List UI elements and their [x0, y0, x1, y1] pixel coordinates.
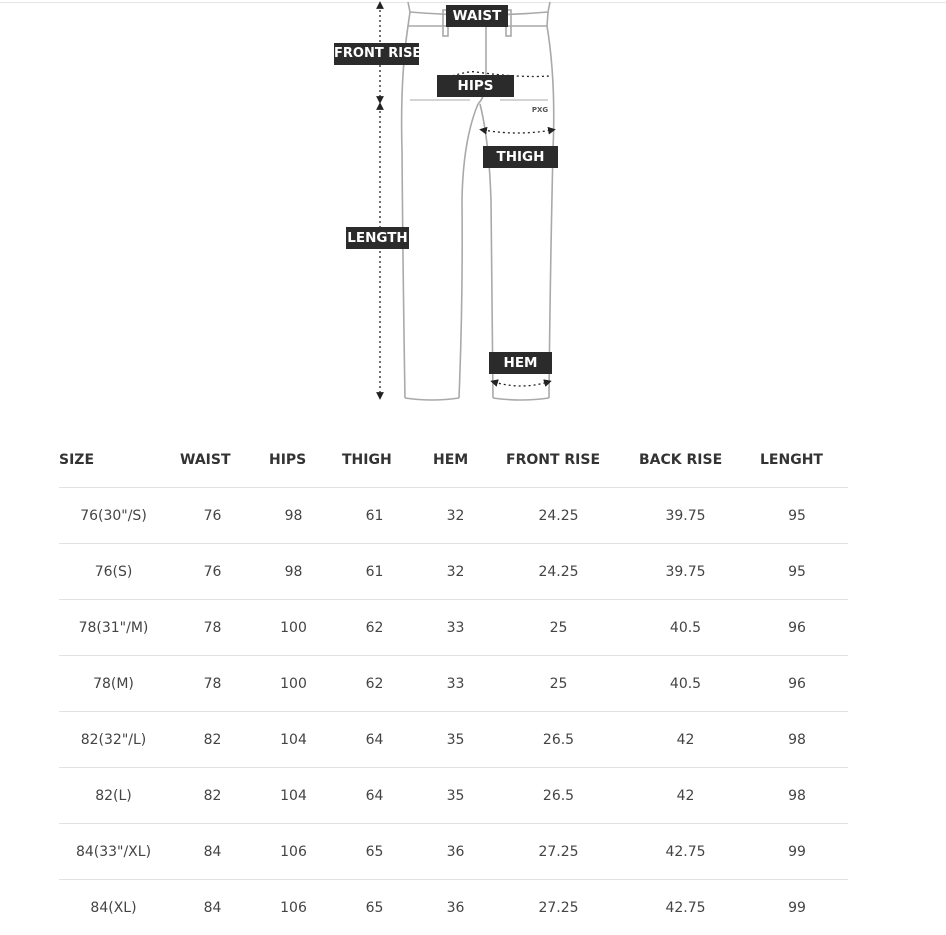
label-waist: WAIST	[446, 5, 508, 27]
table-cell: 82(L)	[59, 768, 168, 824]
table-cell: 35	[419, 768, 492, 824]
brand-logo-icon: PXG	[532, 106, 549, 114]
table-cell: 84	[168, 880, 257, 935]
table-cell: 61	[330, 488, 419, 544]
table-cell: 98	[257, 488, 330, 544]
table-cell: 33	[419, 600, 492, 656]
table-cell: 104	[257, 768, 330, 824]
table-cell: 82	[168, 768, 257, 824]
label-hips: HIPS	[437, 75, 514, 97]
table-cell: 32	[419, 544, 492, 600]
table-cell: 98	[257, 544, 330, 600]
table-cell: 39.75	[625, 488, 746, 544]
header-thigh: THIGH	[330, 432, 419, 488]
table-cell: 65	[330, 824, 419, 880]
table-cell: 78	[168, 656, 257, 712]
pants-measurement-diagram	[0, 0, 946, 420]
table-row	[59, 600, 848, 656]
table-cell: 106	[257, 880, 330, 935]
table-cell: 32	[419, 488, 492, 544]
table-cell: 35	[419, 712, 492, 768]
table-cell: 64	[330, 712, 419, 768]
table-cell: 100	[257, 656, 330, 712]
size-chart-table	[59, 432, 848, 935]
table-cell: 39.75	[625, 544, 746, 600]
table-cell: 76(30"/S)	[59, 488, 168, 544]
header-size: SIZE	[59, 432, 168, 488]
table-cell: 99	[746, 824, 848, 880]
table-cell: 26.5	[492, 768, 625, 824]
table-cell: 84	[168, 824, 257, 880]
table-cell: 104	[257, 712, 330, 768]
table-cell: 40.5	[625, 600, 746, 656]
table-cell: 95	[746, 488, 848, 544]
table-cell: 26.5	[492, 712, 625, 768]
table-cell: 100	[257, 600, 330, 656]
header-waist: WAIST	[168, 432, 257, 488]
table-cell: 61	[330, 544, 419, 600]
table-cell: 24.25	[492, 544, 625, 600]
header-back-rise: BACK RISE	[625, 432, 746, 488]
label-front-rise: FRONT RISE	[334, 43, 419, 65]
label-length: LENGTH	[346, 227, 409, 249]
table-cell: 42	[625, 712, 746, 768]
table-cell: 25	[492, 600, 625, 656]
table-row	[59, 880, 848, 935]
table-cell: 76(S)	[59, 544, 168, 600]
table-row	[59, 824, 848, 880]
table-cell: 78(M)	[59, 656, 168, 712]
table-cell: 42.75	[625, 880, 746, 935]
table-cell: 62	[330, 600, 419, 656]
table-row	[59, 768, 848, 824]
table-cell: 27.25	[492, 880, 625, 935]
table-cell: 25	[492, 656, 625, 712]
table-cell: 42.75	[625, 824, 746, 880]
table-row	[59, 544, 848, 600]
header-hips: HIPS	[257, 432, 330, 488]
table-cell: 96	[746, 600, 848, 656]
table-cell: 36	[419, 824, 492, 880]
table-cell: 36	[419, 880, 492, 935]
header-front-rise: FRONT RISE	[492, 432, 625, 488]
table-cell: 78(31"/M)	[59, 600, 168, 656]
table-cell: 65	[330, 880, 419, 935]
table-cell: 82(32"/L)	[59, 712, 168, 768]
table-cell: 98	[746, 712, 848, 768]
table-row	[59, 488, 848, 544]
table-cell: 84(33"/XL)	[59, 824, 168, 880]
table-cell: 99	[746, 880, 848, 935]
table-cell: 27.25	[492, 824, 625, 880]
label-thigh: THIGH	[483, 146, 558, 168]
table-cell: 76	[168, 488, 257, 544]
label-hem: HEM	[489, 352, 552, 374]
table-cell: 76	[168, 544, 257, 600]
pants-outline	[402, 2, 554, 400]
table-cell: 40.5	[625, 656, 746, 712]
table-row	[59, 656, 848, 712]
table-cell: 106	[257, 824, 330, 880]
table-cell: 84(XL)	[59, 880, 168, 935]
table-cell: 95	[746, 544, 848, 600]
header-length: LENGHT	[746, 432, 848, 488]
table-cell: 62	[330, 656, 419, 712]
table-cell: 98	[746, 768, 848, 824]
table-row	[59, 712, 848, 768]
table-cell: 96	[746, 656, 848, 712]
table-cell: 82	[168, 712, 257, 768]
table-cell: 42	[625, 768, 746, 824]
header-hem: HEM	[419, 432, 492, 488]
table-header-row	[59, 432, 848, 488]
table-cell: 78	[168, 600, 257, 656]
table-cell: 24.25	[492, 488, 625, 544]
table-cell: 64	[330, 768, 419, 824]
table-cell: 33	[419, 656, 492, 712]
